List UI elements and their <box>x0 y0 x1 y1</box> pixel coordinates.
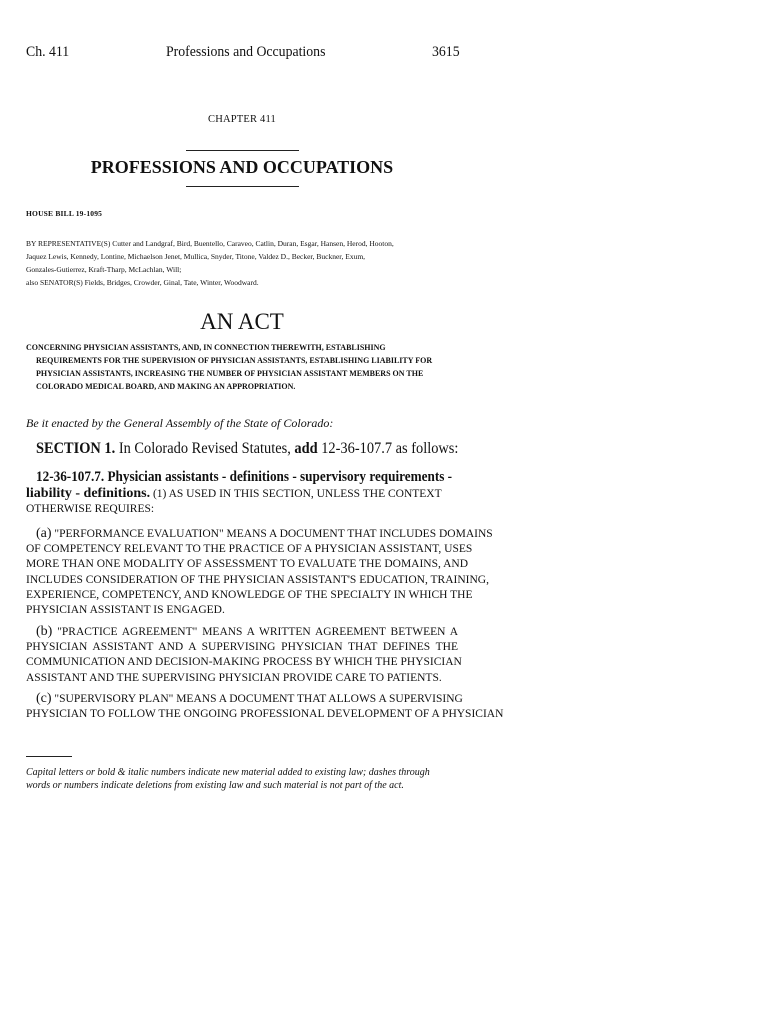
statute-heading-rest: (1) AS USED IN THIS SECTION, UNLESS THE CONTEXT <box>152 488 442 500</box>
act-heading: AN ACT <box>200 309 284 334</box>
footnote <box>26 766 458 792</box>
paragraph-line: MORE THAN ONE MODALITY OF ASSESSMENT TO EVALUATE THE DOMAINS, AND <box>26 558 469 571</box>
section-label: SECTION 1. <box>36 440 116 457</box>
paragraph-line: COMMUNICATION AND DECISION-MAKING PROCESS BY WHICH THE PHYSICIAN <box>26 656 462 669</box>
sponsors-line: Gonzales-Gutierrez, Kraft-Tharp, McLachlan, Will; <box>26 265 182 274</box>
act-title-line: CONCERNING PHYSICIAN ASSISTANTS, AND, IN CONNECTION THEREWITH, ESTABLISHING <box>26 343 386 352</box>
paragraph-lead: (c) <box>36 691 52 706</box>
statute-heading-line: 12-36-107.7. Physician assistants - definitions - supervisory requirements - <box>36 469 453 485</box>
act-title-line: PHYSICIAN ASSISTANTS, INCREASING THE NUMBER OF PHYSICIAN ASSISTANT MEMBERS ON THE <box>36 369 424 378</box>
paragraph-line: PHYSICIAN ASSISTANT AND A SUPERVISING PHYSICIAN THAT DEFINES THE <box>26 641 458 654</box>
paragraph-line <box>26 691 463 707</box>
paragraph-text: "PRACTICE AGREEMENT" MEANS A WRITTEN AGREEMENT BETWEEN A <box>57 626 458 638</box>
paragraph-line: OF COMPETENCY RELEVANT TO THE PRACTICE OF A PHYSICIAN ASSISTANT, USES <box>26 543 473 556</box>
paragraph-c <box>26 691 504 722</box>
act-title <box>26 341 458 393</box>
paragraph-line <box>26 624 458 640</box>
statute-heading-line <box>26 486 458 502</box>
section-text-before: In Colorado Revised Statutes, <box>118 440 291 457</box>
paragraph-lead: (b) <box>36 624 53 639</box>
paragraph-a <box>26 526 493 618</box>
paragraph-text: "PERFORMANCE EVALUATION" MEANS A DOCUMENT THAT INCLUDES DOMAINS <box>54 528 493 540</box>
divider-bottom <box>186 186 299 187</box>
act-title-line: REQUIREMENTS FOR THE SUPERVISION OF PHYSICIAN ASSISTANTS, ESTABLISHING LIABILITY FOR <box>36 356 433 365</box>
sponsors-line: also SENATOR(S) Fields, Bridges, Crowder, Ginal, Tate, Winter, Woodward. <box>26 278 259 287</box>
paragraph-line: PHYSICIAN ASSISTANT IS ENGAGED. <box>26 604 225 617</box>
paragraph-line <box>26 526 493 542</box>
section-text-after: 12-36-107.7 as follows: <box>321 440 459 457</box>
paragraph-b <box>26 624 462 686</box>
statute-heading <box>26 468 458 517</box>
act-title-line: COLORADO MEDICAL BOARD, AND MAKING AN APPROPRIATION. <box>36 382 296 391</box>
chapter-title: PROFESSIONS AND OCCUPATIONS <box>90 157 394 177</box>
statute-heading-line: OTHERWISE REQUIRES: <box>26 503 155 515</box>
paragraph-text: "SUPERVISORY PLAN" MEANS A DOCUMENT THAT ALLOWS A SUPERVISING <box>54 693 463 705</box>
page-number: 3615 <box>432 44 460 60</box>
running-title: Professions and Occupations <box>166 44 326 60</box>
footnote-rule <box>26 756 72 757</box>
statute-heading-bold: liability - definitions. <box>26 486 151 501</box>
paragraph-line: ASSISTANT AND THE SUPERVISING PHYSICIAN PROVIDE CARE TO PATIENTS. <box>26 671 442 684</box>
footnote-line: words or numbers indicate deletions from existing law and such material is not part of the act. <box>26 780 404 791</box>
bill-id: HOUSE BILL 19-1095 <box>26 209 103 218</box>
enacting-clause: Be it enacted by the General Assembly of the State of Colorado: <box>26 416 334 430</box>
sponsors-line: Jaquez Lewis, Kennedy, Lontine, Michaelson Jenet, Mullica, Snyder, Titone, Valdez D., Becker, Buckner, Exum, <box>26 252 366 261</box>
sponsors-list <box>26 237 458 289</box>
paragraph-lead: (a) <box>36 526 52 541</box>
sponsors-line: BY REPRESENTATIVE(S) Cutter and Landgraf, Bird, Buentello, Caraveo, Catlin, Duran, Esgar, Hansen, Herod, Hooton, <box>26 239 394 248</box>
paragraph-line: PHYSICIAN TO FOLLOW THE ONGOING PROFESSIONAL DEVELOPMENT OF A PHYSICIAN <box>26 708 504 721</box>
chapter-reference: Ch. 411 <box>26 44 70 60</box>
section-add-word: add <box>294 440 318 457</box>
paragraph-line: EXPERIENCE, COMPETENCY, AND KNOWLEDGE OF THE SPECIALTY IN WHICH THE <box>26 588 473 601</box>
paragraph-line: INCLUDES CONSIDERATION OF THE PHYSICIAN ASSISTANT'S EDUCATION, TRAINING, <box>26 573 489 586</box>
footnote-line: Capital letters or bold & italic numbers indicate new material added to existing law; dashes through <box>26 767 430 778</box>
chapter-number: CHAPTER 411 <box>207 114 277 125</box>
divider-top <box>186 150 299 151</box>
section-1-intro <box>36 440 458 458</box>
